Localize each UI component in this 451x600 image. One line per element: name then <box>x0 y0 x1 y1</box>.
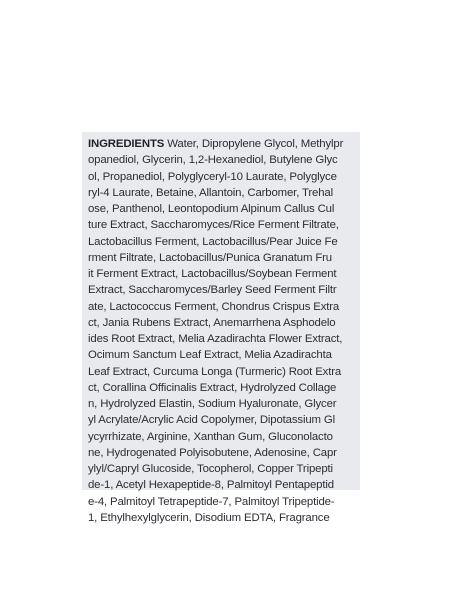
ingredients-line: Leaf Extract, Curcuma Longa (Turmeric) Root Extra <box>88 365 342 378</box>
ingredients-line-1-text: Water, Dipropylene Glycol, Methylpr <box>164 138 344 150</box>
ingredients-line: Ocimum Sanctum Leaf Extract, Melia Azadirachta <box>88 349 332 362</box>
ingredients-line: ycyrrhizate, Arginine, Xanthan Gum, Gluconolacto <box>88 430 333 443</box>
ingredients-panel <box>82 132 360 524</box>
ingredients-line: ct, Jania Rubens Extract, Anemarrhena Asphodelo <box>88 316 336 329</box>
ingredients-line: n, Hydrolyzed Elastin, Sodium Hyaluronate, Glycer <box>88 398 337 410</box>
ingredients-line: Extract, Saccharomyces/Barley Seed Ferment Filtr <box>88 284 337 297</box>
ingredients-line: ose, Panthenol, Leontopodium Alpinum Callus Cul <box>88 203 335 215</box>
ingredients-line: ylyl/Capryl Glucoside, Tocopherol, Copper Tripepti <box>88 463 333 475</box>
ingredients-text <box>88 136 356 526</box>
ingredients-line: rment Filtrate, Lactobacillus/Punica Granatum Fru <box>88 251 332 264</box>
ingredients-line-1 <box>88 136 356 152</box>
ingredients-line: ture Extract, Saccharomyces/Rice Ferment Filtrate, <box>88 219 339 232</box>
ingredients-line: ne, Hydrogenated Polyisobutene, Adenosine, Capr <box>88 446 337 459</box>
ingredients-line: ate, Lactococcus Ferment, Chondrus Crispus Extra <box>88 300 340 313</box>
ingredients-line: ryl-4 Laurate, Betaine, Allantoin, Carbomer, Trehal <box>88 186 333 199</box>
ingredients-line: it Ferment Extract, Lactobacillus/Soybean Ferment <box>88 268 337 280</box>
ingredients-line: 1, Ethylhexylglycerin, Disodium EDTA, Fragrance <box>88 511 330 524</box>
ingredients-line: ct, Corallina Officinalis Extract, Hydrolyzed Collage <box>88 381 337 394</box>
ingredients-line: e-4, Palmitoyl Tetrapeptide-7, Palmitoyl Tripeptide- <box>88 495 335 508</box>
ingredients-line: de-1, Acetyl Hexapeptide-8, Palmitoyl Pentapeptid <box>88 479 334 492</box>
ingredients-line: yl Acrylate/Acrylic Acid Copolymer, Dipotassium Gl <box>88 414 335 427</box>
ingredients-line: ol, Propanediol, Polyglyceryl-10 Laurate, Polyglyce <box>88 170 337 183</box>
ingredients-line: ides Root Extract, Melia Azadirachta Flower Extract, <box>88 333 343 345</box>
ingredients-line: opanediol, Glycerin, 1,2-Hexanediol, Butylene Glyc <box>88 154 338 167</box>
ingredients-line: Lactobacillus Ferment, Lactobacillus/Pear Juice Fe <box>88 235 338 248</box>
ingredients-heading: INGREDIENTS <box>88 138 165 150</box>
